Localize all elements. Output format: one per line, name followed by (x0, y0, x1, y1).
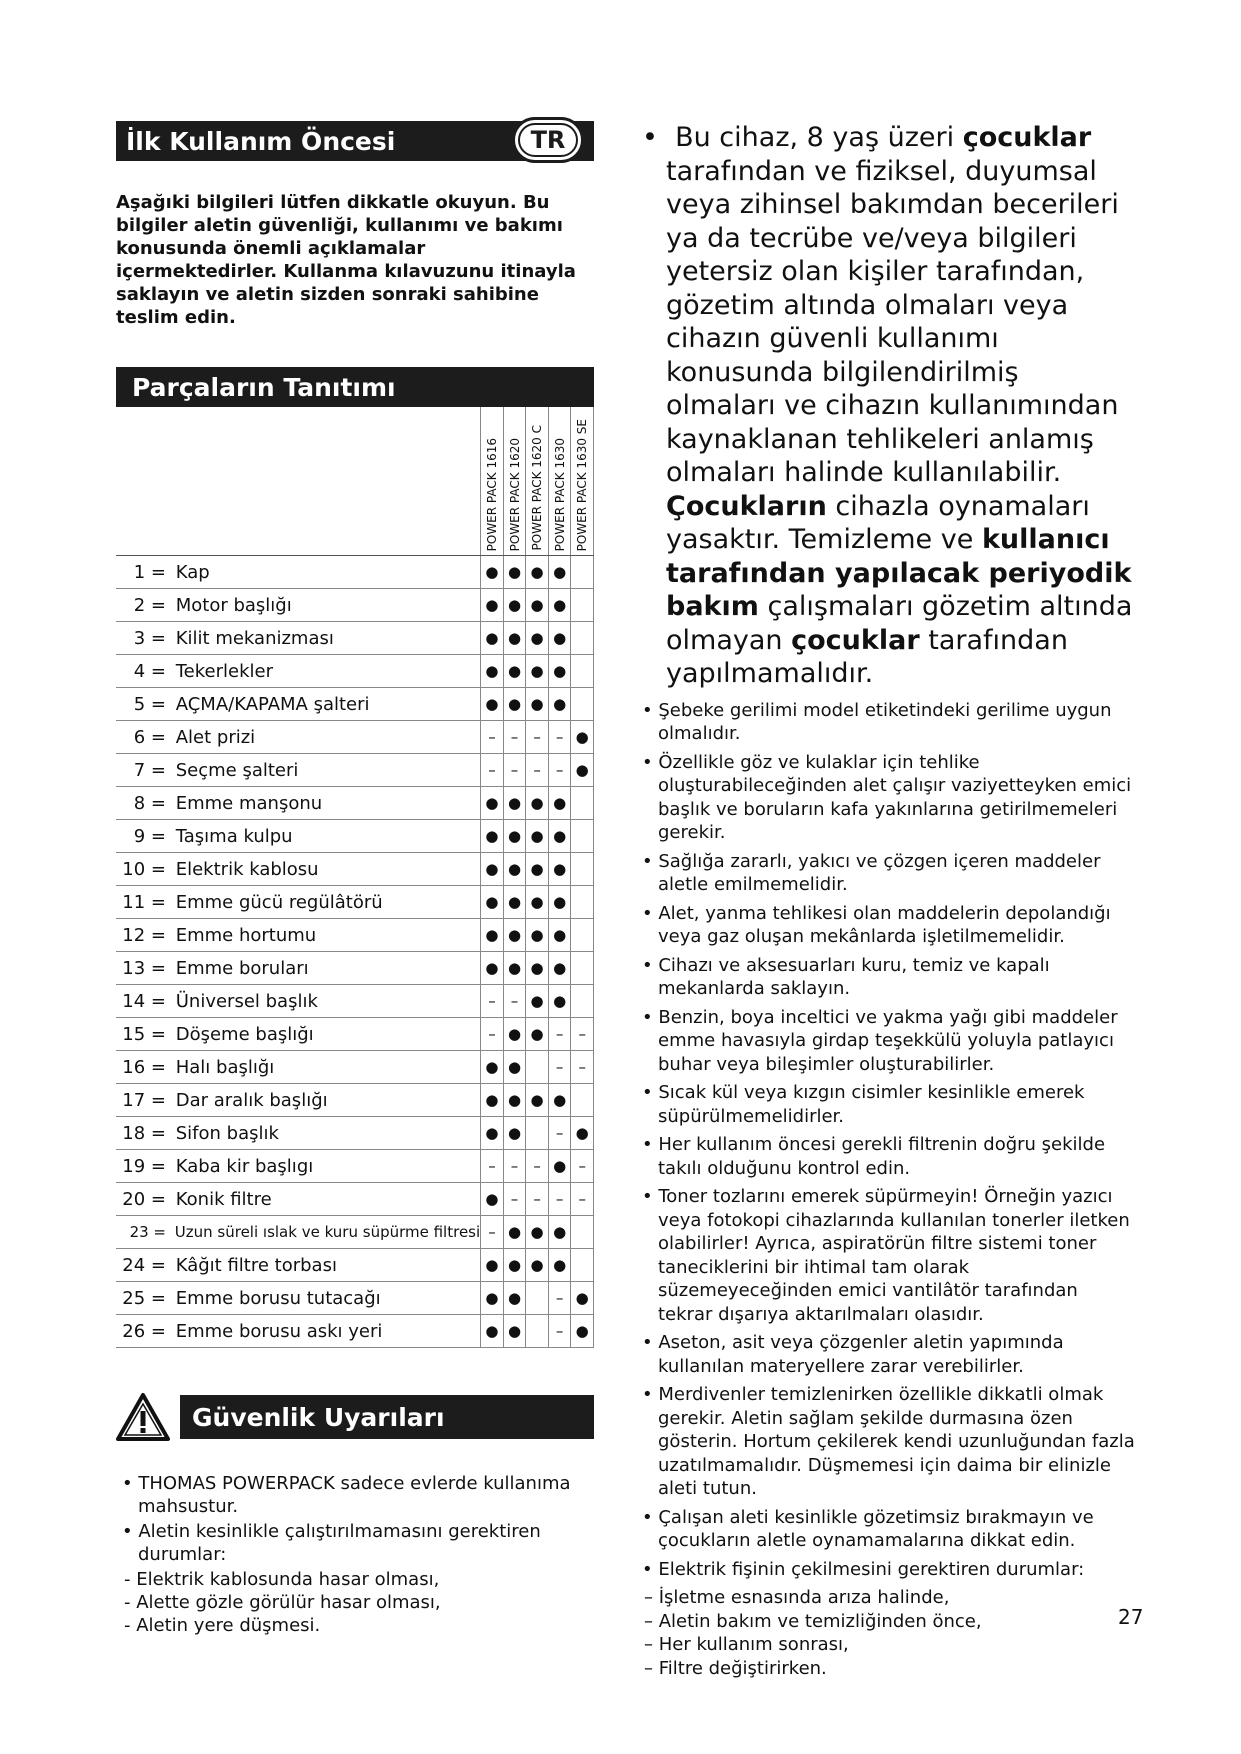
availability-mark: – (548, 1018, 571, 1051)
part-label-cell (116, 952, 481, 985)
list-item-text: Özellikle göz ve kulaklar için tehlike oluşturabileceğinden alet çalışır vaziyetteyken emici başlık ve boruların kafa yakınlarına getirilmemeleri gerekir. (658, 751, 1132, 843)
availability-mark: ● (571, 721, 594, 754)
availability-mark: ● (481, 556, 504, 589)
availability-mark: ● (548, 820, 571, 853)
safety-right-list (636, 699, 1136, 1681)
availability-mark: – (481, 754, 504, 787)
availability-mark: ● (503, 787, 526, 820)
table-row (116, 1150, 594, 1183)
availability-mark: ● (503, 1018, 526, 1051)
availability-mark (571, 1216, 594, 1249)
part-number: 19 = (122, 1155, 166, 1177)
availability-mark: ● (548, 1216, 571, 1249)
availability-mark: ● (503, 1249, 526, 1282)
availability-mark (571, 1084, 594, 1117)
part-label-cell (116, 1315, 481, 1348)
parts-header-blank (116, 407, 481, 556)
part-number: 17 = (122, 1089, 166, 1111)
availability-mark: – (526, 1150, 549, 1183)
availability-mark: – (503, 721, 526, 754)
list-item: • Aletin kesinlikle çalıştırılmamasını gerektiren durumlar: (122, 1521, 541, 1565)
availability-mark: ● (548, 556, 571, 589)
part-number: 18 = (122, 1122, 166, 1144)
part-name: Dar aralık başlığı (175, 1089, 328, 1111)
part-number: 23 = (129, 1223, 166, 1241)
availability-mark: – (548, 721, 571, 754)
availability-mark: – (526, 1183, 549, 1216)
list-item: • Özellikle göz ve kulaklar için tehlike oluşturabileceğinden alet çalışır vaziyetteyken emici başlık ve boruların kafa yakınlarına getirilmemeleri gerekir. (642, 751, 1132, 843)
availability-mark: ● (503, 853, 526, 886)
table-row (116, 787, 594, 820)
table-row (116, 1216, 594, 1249)
list-item-text: Sağlığa zararlı, yakıcı ve çözgen içeren maddeler aletle emilmemelidir. (658, 850, 1101, 895)
availability-mark: ● (526, 853, 549, 886)
table-row (116, 1018, 594, 1051)
availability-mark (571, 688, 594, 721)
table-row (116, 589, 594, 622)
table-row (116, 1183, 594, 1216)
availability-mark: ● (503, 1084, 526, 1117)
list-item-text: Toner tozlarını emerek süpürmeyin! Örneğin yazıcı veya fotokopi cihazlarında kullanılan tonerler iletken olabilirler! Ayrıca, aspiratörün filtre sistemi toner taneciklerini bir ihtimal tam olarak süzemeyeceğinden emici vantilâtör tarafından tekrar dışarıya aktarılmaları olasıdır. (658, 1186, 1130, 1325)
availability-mark (571, 655, 594, 688)
safety-left-list (116, 1472, 594, 1637)
part-name: Taşıma kulpu (175, 825, 293, 847)
part-name: Uzun süreli ıslak ve kuru süpürme filtresi (174, 1223, 481, 1241)
availability-mark: – (571, 1051, 594, 1084)
table-row (116, 853, 594, 886)
availability-mark: ● (526, 1018, 549, 1051)
availability-mark: ● (503, 1051, 526, 1084)
availability-mark (571, 622, 594, 655)
section-header-safety (180, 1395, 594, 1439)
list-dash-item: – Her kullanım sonrası, (644, 1634, 849, 1655)
availability-mark: ● (526, 556, 549, 589)
table-row (116, 1117, 594, 1150)
availability-mark: ● (503, 1117, 526, 1150)
table-row (116, 688, 594, 721)
list-dash-item: – İşletme esnasında arıza halinde, (644, 1587, 950, 1608)
availability-mark: – (503, 1183, 526, 1216)
availability-mark: ● (548, 1249, 571, 1282)
bold-text: çocuklar (791, 624, 920, 656)
part-number: 20 = (122, 1188, 166, 1210)
part-number: 5 = (133, 693, 166, 715)
bold-text: Çocukların (666, 490, 827, 522)
part-number: 14 = (122, 990, 166, 1012)
part-name: Emme hortumu (175, 924, 317, 946)
model-label: POWER PACK 1630 SE (575, 418, 590, 551)
availability-mark: ● (548, 1084, 571, 1117)
list-item-text: Sıcak kül veya kızgın cisimler kesinlikle emerek süpürülmemelidirler. (658, 1082, 1085, 1127)
list-item-text: Çalışan aleti kesinlikle gözetimsiz bırakmayın ve çocukların aletle oynamamalarına dikkat edin. (658, 1506, 1094, 1551)
availability-mark: ● (548, 886, 571, 919)
availability-mark (526, 1117, 549, 1150)
list-item: • THOMAS POWERPACK sadece evlerde kullanıma mahsustur. (122, 1473, 571, 1517)
model-header (481, 407, 504, 556)
availability-mark: ● (481, 886, 504, 919)
part-name: Emme borusu tutacağı (175, 1287, 381, 1309)
right-column (636, 121, 1136, 1680)
availability-mark: ● (548, 919, 571, 952)
part-number: 15 = (122, 1023, 166, 1045)
availability-mark: ● (481, 1051, 504, 1084)
table-row (116, 721, 594, 754)
availability-mark: ● (503, 952, 526, 985)
availability-mark (526, 1315, 549, 1348)
part-label-cell (116, 1216, 481, 1249)
availability-mark: ● (481, 1315, 504, 1348)
part-label-cell (116, 1051, 481, 1084)
part-label-cell (116, 1150, 481, 1183)
availability-mark: ● (481, 1117, 504, 1150)
model-header (526, 407, 549, 556)
part-number: 2 = (133, 594, 166, 616)
availability-mark: ● (571, 1315, 594, 1348)
availability-mark: – (548, 754, 571, 787)
availability-mark (571, 886, 594, 919)
part-number: 7 = (133, 759, 166, 781)
part-name: Emme gücü regülâtörü (175, 891, 383, 913)
table-row (116, 952, 594, 985)
availability-mark: ● (503, 589, 526, 622)
model-label: POWER PACK 1620 (507, 437, 522, 551)
availability-mark: ● (526, 919, 549, 952)
part-number: 10 = (122, 858, 166, 880)
list-item-text: Merdivenler temizlenirken özellikle dikkatli olmak gerekir. Aletin sağlam şekilde durmasına özen gösterin. Hortum çekilerek kendi uzunluğundan fazla uzatılmamalıdır. Düşmemesi için daima bir elinizle aleti tutun. (658, 1384, 1135, 1499)
availability-mark: – (548, 1051, 571, 1084)
part-label-cell (116, 754, 481, 787)
parts-table (116, 407, 594, 1348)
section-title-safety: Güvenlik Uyarıları (192, 1402, 445, 1432)
part-label-cell (116, 622, 481, 655)
part-label-cell (116, 1183, 481, 1216)
availability-mark: ● (481, 820, 504, 853)
list-item: • Benzin, boya inceltici ve yakma yağı gibi maddeler emme havasıyla girdap teşekkülü yoluyla patlayıcı buhar veya bileşimler oluşturabilirler. (642, 1006, 1118, 1075)
model-header (548, 407, 571, 556)
availability-mark (571, 1249, 594, 1282)
list-item-text: THOMAS POWERPACK sadece evlerde kullanıma mahsustur. (138, 1473, 571, 1517)
table-row (116, 1084, 594, 1117)
availability-mark: ● (503, 556, 526, 589)
availability-mark: ● (481, 1249, 504, 1282)
part-label-cell (116, 721, 481, 754)
part-name: Sifon başlık (175, 1122, 279, 1144)
paragraph-text: Bu cihaz, 8 yaş üzeri (675, 122, 955, 153)
part-name: Kilit mekanizması (175, 627, 334, 649)
part-label-cell (116, 820, 481, 853)
part-name: Kap (175, 561, 210, 583)
part-name: Seçme şalteri (175, 759, 299, 781)
availability-mark: ● (481, 589, 504, 622)
language-badge-label: TR (518, 123, 578, 157)
page-number: 27 (1118, 1605, 1144, 1629)
availability-mark: ● (548, 688, 571, 721)
availability-mark: ● (481, 622, 504, 655)
availability-mark: ● (481, 688, 504, 721)
availability-mark: – (481, 721, 504, 754)
availability-mark: ● (503, 622, 526, 655)
paragraph-text: cihazla oynamaları yasaktır. Temizleme ve (666, 490, 1090, 555)
part-label-cell (116, 1084, 481, 1117)
list-item-text: Her kullanım öncesi gerekli filtrenin doğru şekilde takılı olduğunu kontrol edin. (658, 1134, 1106, 1179)
part-label-cell (116, 1018, 481, 1051)
part-number: 24 = (122, 1254, 166, 1276)
part-number: 4 = (133, 660, 166, 682)
availability-mark (571, 820, 594, 853)
availability-mark (571, 787, 594, 820)
part-label-cell (116, 589, 481, 622)
safety-header (116, 1392, 594, 1442)
availability-mark (571, 985, 594, 1018)
availability-mark: – (481, 1216, 504, 1249)
paragraph-text: çalışmaları gözetim altında olmayan (666, 591, 1133, 656)
availability-mark: – (548, 1117, 571, 1150)
part-name: Döşeme başlığı (175, 1023, 314, 1045)
list-dash-item: - Alette gözle görülür hasar olması, (124, 1592, 441, 1613)
model-header (571, 407, 594, 556)
part-number: 1 = (133, 561, 166, 583)
availability-mark: ● (481, 655, 504, 688)
availability-mark: ● (526, 589, 549, 622)
availability-mark: ● (526, 820, 549, 853)
list-item: • Her kullanım öncesi gerekli filtrenin doğru şekilde takılı olduğunu kontrol edin. (642, 1134, 1106, 1179)
part-name: Elektrik kablosu (175, 858, 319, 880)
table-row (116, 886, 594, 919)
part-name: Üniversel başlık (175, 990, 318, 1012)
bold-text: kullanıcı tarafından yapılacak periyodik bakım (666, 524, 1132, 622)
availability-mark: – (481, 985, 504, 1018)
availability-mark: ● (571, 754, 594, 787)
part-name: AÇMA/KAPAMA şalteri (175, 693, 370, 715)
table-row (116, 754, 594, 787)
availability-mark: – (526, 721, 549, 754)
part-label-cell (116, 985, 481, 1018)
availability-mark (571, 556, 594, 589)
availability-mark: ● (481, 1084, 504, 1117)
part-number: 16 = (122, 1056, 166, 1078)
availability-mark: ● (548, 952, 571, 985)
list-item-text: Şebeke gerilimi model etiketindeki gerilime uygun olmalıdır. (658, 699, 1112, 744)
section-title-parts: Parçaların Tanıtımı (132, 372, 396, 402)
list-item-text: Aletin kesinlikle çalıştırılmamasını gerektiren durumlar: (138, 1521, 541, 1565)
availability-mark: ● (503, 688, 526, 721)
list-item-text: Cihazı ve aksesuarları kuru, temiz ve kapalı mekanlarda saklayın. (658, 954, 1050, 999)
list-dash-item: – Filtre değiştirirken. (644, 1657, 827, 1679)
availability-mark: ● (548, 787, 571, 820)
list-dash-item: - Elektrik kablosunda hasar olması, (124, 1569, 440, 1590)
availability-mark: ● (571, 1117, 594, 1150)
model-label: POWER PACK 1616 (484, 437, 499, 551)
paragraph-text: tarafından ve fiziksel, duyumsal veya zihinsel bakımdan becerileri ya da tecrübe ve/veya bilgileri yetersiz olan kişiler tarafından, gözetim altında olmaları veya cihazın güvenli kullanımı konusunda bilgilendirilmiş olmaları ve cihazın kullanımından kaynaklanan tehlikeleri anlamış olmaları halinde kullanılabilir. (666, 155, 1119, 488)
availability-mark (571, 853, 594, 886)
availability-mark: – (571, 1018, 594, 1051)
part-name: Alet prizi (175, 726, 256, 748)
part-label-cell (116, 556, 481, 589)
availability-mark (571, 952, 594, 985)
part-label-cell (116, 1282, 481, 1315)
part-name: Halı başlığı (175, 1056, 275, 1078)
bold-text: çocuklar (962, 122, 1092, 153)
availability-mark: ● (526, 688, 549, 721)
availability-mark: ● (571, 1282, 594, 1315)
part-number: 9 = (133, 825, 166, 847)
part-name: Emme manşonu (175, 792, 323, 814)
availability-mark: – (548, 1315, 571, 1348)
availability-mark: ● (503, 886, 526, 919)
children-warning-paragraph: • Bu cihaz, 8 yaş üzeri çocuklar tarafından ve fiziksel, duyumsal veya zihinsel bakımdan becerileri ya da tecrübe ve/veya bilgileri yetersiz olan kişiler tarafından, gözetim altında olmaları veya cihazın güvenli kullanımı konusunda bilgilendirilmiş olmaları ve cihazın kullanımından kaynaklanan tehlikeleri anlamış olmaları halinde kullanılabilir. Çocukların cihazla oynamaları yasaktır. Temizleme ve kullanıcı tarafından yapılacak periyodik bakım çalışmaları gözetim altında olmayan çocuklar tarafından yapılmamalıdır. (642, 122, 1133, 689)
availability-mark: ● (481, 787, 504, 820)
availability-mark: ● (481, 952, 504, 985)
availability-mark: ● (548, 655, 571, 688)
left-column (116, 121, 594, 1637)
availability-mark: ● (503, 1315, 526, 1348)
section-title-before-use: İlk Kullanım Öncesi (126, 126, 396, 156)
availability-mark: ● (481, 1183, 504, 1216)
list-item-text: Alet, yanma tehlikesi olan maddelerin depolandığı veya gaz oluşan mekânlarda işletilmemelidir. (658, 902, 1111, 947)
parts-table-header (116, 407, 594, 556)
availability-mark: ● (526, 622, 549, 655)
availability-mark: ● (481, 853, 504, 886)
part-label-cell (116, 1117, 481, 1150)
availability-mark: – (571, 1183, 594, 1216)
list-item: • Cihazı ve aksesuarları kuru, temiz ve kapalı mekanlarda saklayın. (642, 954, 1050, 999)
list-item: • Elektrik fişinin çekilmesini gerektiren durumlar: (642, 1558, 1085, 1580)
part-name: Emme borusu askı yeri (175, 1320, 383, 1342)
table-row (116, 1315, 594, 1348)
list-item: • Sağlığa zararlı, yakıcı ve çözgen içeren maddeler aletle emilmemelidir. (642, 850, 1101, 895)
part-label-cell (116, 886, 481, 919)
model-header (503, 407, 526, 556)
availability-mark: – (526, 754, 549, 787)
warning-triangle-icon (116, 1392, 170, 1442)
availability-mark: ● (526, 1216, 549, 1249)
part-name: Motor başlığı (175, 594, 292, 616)
availability-mark: – (481, 1150, 504, 1183)
availability-mark: ● (526, 952, 549, 985)
table-row (116, 655, 594, 688)
part-number: 6 = (133, 726, 166, 748)
section-header-parts (116, 367, 594, 407)
part-label-cell (116, 919, 481, 952)
availability-mark (526, 1051, 549, 1084)
availability-mark: ● (548, 985, 571, 1018)
availability-mark: ● (526, 1249, 549, 1282)
list-item: • Alet, yanma tehlikesi olan maddelerin depolandığı veya gaz oluşan mekânlarda işletilmemelidir. (642, 902, 1111, 947)
availability-mark: – (503, 754, 526, 787)
intro-text: Aşağıki bilgileri lütfen dikkatle okuyun. Bu bilgiler aletin güvenliği, kullanımı ve bakımı konusunda önemli açıklamalar içermektedirler. Kullanma kılavuzunu itinayla saklayın ve aletin sizden sonraki sahibine teslim edin. (116, 192, 576, 328)
availability-mark: – (548, 1183, 571, 1216)
list-item-text: Elektrik fişinin çekilmesini gerektiren durumlar: (658, 1558, 1085, 1580)
availability-mark: ● (526, 787, 549, 820)
availability-mark: ● (548, 853, 571, 886)
table-row (116, 919, 594, 952)
availability-mark: – (503, 1150, 526, 1183)
table-row (116, 820, 594, 853)
availability-mark: ● (503, 1216, 526, 1249)
list-item: • Çalışan aleti kesinlikle gözetimsiz bırakmayın ve çocukların aletle oynamamalarına dikkat edin. (642, 1506, 1094, 1551)
availability-mark: ● (548, 589, 571, 622)
list-item: • Toner tozlarını emerek süpürmeyin! Örneğin yazıcı veya fotokopi cihazlarında kullanılan tonerler iletken olabilirler! Ayrıca, aspiratörün filtre sistemi toner taneciklerini bir ihtimal tam olarak süzemeyeceğinden emici vantilâtör tarafından tekrar dışarıya aktarılmaları olasıdır. (642, 1186, 1130, 1325)
availability-mark: – (481, 1018, 504, 1051)
part-number: 26 = (122, 1320, 166, 1342)
list-dash-item: - Aletin yere düşmesi. (124, 1615, 321, 1636)
availability-mark: ● (503, 919, 526, 952)
part-name: Kâğıt filtre torbası (175, 1254, 337, 1276)
part-label-cell (116, 853, 481, 886)
model-label: POWER PACK 1620 C (530, 425, 545, 551)
table-row (116, 985, 594, 1018)
part-number: 11 = (122, 891, 166, 913)
part-label-cell (116, 688, 481, 721)
availability-mark: ● (481, 919, 504, 952)
availability-mark: ● (503, 820, 526, 853)
list-item: • Merdivenler temizlenirken özellikle dikkatli olmak gerekir. Aletin sağlam şekilde durmasına özen gösterin. Hortum çekilerek kendi uzunluğundan fazla uzatılmamalıdır. Düşmemesi için daima bir elinizle aleti tutun. (642, 1384, 1135, 1499)
part-number: 12 = (122, 924, 166, 946)
availability-mark: ● (526, 985, 549, 1018)
availability-mark: ● (548, 622, 571, 655)
list-item: • Şebeke gerilimi model etiketindeki gerilime uygun olmalıdır. (642, 699, 1112, 744)
part-name: Emme boruları (175, 957, 309, 979)
part-name: Kaba kir başlıgı (175, 1155, 314, 1177)
availability-mark: – (571, 1150, 594, 1183)
table-row (116, 1282, 594, 1315)
paragraph-text: tarafından yapılmamalıdır. (666, 624, 1068, 689)
availability-mark: ● (503, 655, 526, 688)
part-label-cell (116, 1249, 481, 1282)
availability-mark: ● (526, 655, 549, 688)
part-number: 8 = (133, 792, 166, 814)
part-label-cell (116, 655, 481, 688)
part-label-cell (116, 787, 481, 820)
part-number: 3 = (133, 627, 166, 649)
section-header-before-use (116, 121, 594, 161)
list-item-text: Aseton, asit veya çözgenler aletin yapımında kullanılan materyellere zarar verebilirler. (658, 1332, 1064, 1377)
list-item-text: Benzin, boya inceltici ve yakma yağı gibi maddeler emme havasıyla girdap teşekkülü yoluyla patlayıcı buhar veya bileşimler oluşturabilirler. (658, 1006, 1118, 1075)
availability-mark (526, 1282, 549, 1315)
availability-mark: ● (526, 1084, 549, 1117)
availability-mark: – (548, 1282, 571, 1315)
table-row (116, 1249, 594, 1282)
part-number: 13 = (122, 957, 166, 979)
availability-mark (571, 589, 594, 622)
availability-mark: ● (548, 1150, 571, 1183)
table-row (116, 622, 594, 655)
part-name: Konik filtre (175, 1188, 272, 1210)
availability-mark: ● (481, 1282, 504, 1315)
list-item: • Aseton, asit veya çözgenler aletin yapımında kullanılan materyellere zarar verebilirler. (642, 1332, 1064, 1377)
availability-mark: ● (503, 1282, 526, 1315)
list-item: • Sıcak kül veya kızgın cisimler kesinlikle emerek süpürülmemelidirler. (642, 1082, 1085, 1127)
availability-mark: ● (526, 886, 549, 919)
availability-mark (571, 919, 594, 952)
language-badge (512, 117, 584, 163)
model-label: POWER PACK 1630 (552, 437, 567, 551)
availability-mark: – (503, 985, 526, 1018)
part-name: Tekerlekler (175, 660, 273, 682)
list-dash-item: – Aletin bakım ve temizliğinden önce, (644, 1610, 982, 1632)
table-row (116, 556, 594, 589)
table-row (116, 1051, 594, 1084)
part-number: 25 = (122, 1287, 166, 1309)
